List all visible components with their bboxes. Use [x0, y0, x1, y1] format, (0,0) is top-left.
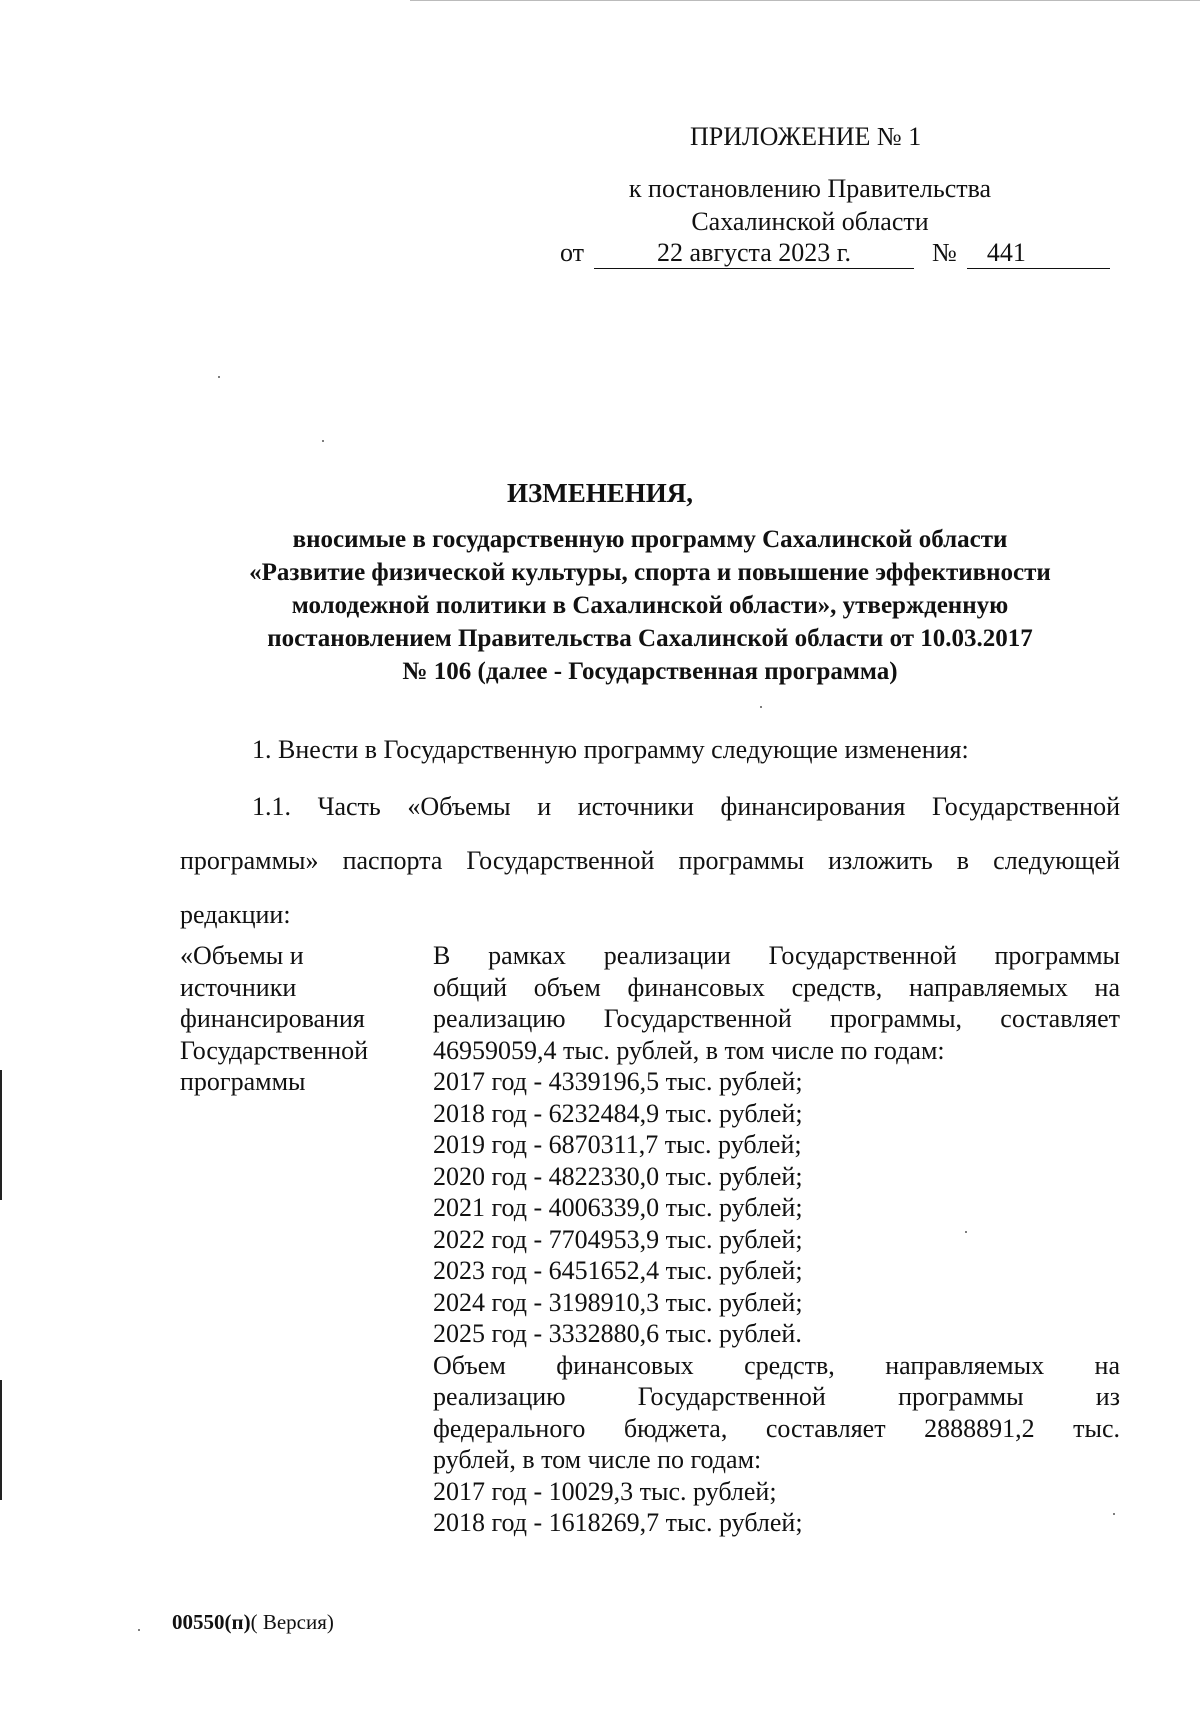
- scan-speck: [322, 440, 324, 442]
- total-year-line: 2019 год - 6870311,7 тыс. рублей;: [433, 1130, 802, 1159]
- decree-reference-line: к постановлению Правительства: [628, 174, 992, 203]
- label-line: «Объемы и: [180, 941, 304, 970]
- total-intro-line: реализацию Государственной программы, составляет: [433, 1004, 1120, 1033]
- number-label: №: [932, 238, 957, 267]
- total-year-line: 2025 год - 3332880,6 тыс. рублей.: [433, 1319, 802, 1348]
- scan-speck: [138, 1629, 140, 1631]
- financing-content-cell: [433, 940, 1120, 1539]
- label-line: программы: [180, 1067, 306, 1096]
- total-year-line: 2017 год - 4339196,5 тыс. рублей;: [433, 1067, 803, 1096]
- federal-intro-line: реализацию Государственной программы из: [433, 1382, 1120, 1411]
- scan-edge-mark: [0, 1070, 2, 1200]
- document-subtitle: [180, 523, 1120, 688]
- document-title: ИЗМЕНЕНИЯ,: [506, 478, 693, 508]
- scan-top-rule: [410, 0, 1200, 1]
- total-year-line: 2020 год - 4822330,0 тыс. рублей;: [433, 1161, 803, 1191]
- financing-label-cell: [180, 940, 410, 1098]
- scan-speck: [760, 706, 762, 708]
- document-code: 00550(п): [172, 1610, 251, 1634]
- document-version: ( Версия): [250, 1610, 334, 1634]
- appendix-title: ПРИЛОЖЕНИЕ № 1: [690, 122, 922, 151]
- label-line: Государственной: [180, 1035, 369, 1065]
- label-line: финансирования: [180, 1004, 365, 1033]
- federal-year-line: 2017 год - 10029,3 тыс. рублей;: [433, 1476, 777, 1506]
- subtitle-line: вносимые в государственную программу Сахалинской области: [292, 526, 1008, 553]
- total-year-line: 2022 год - 7704953,9 тыс. рублей;: [433, 1224, 803, 1254]
- subtitle-line: постановлением Правительства Сахалинской области от 10.03.2017: [267, 625, 1033, 652]
- scan-edge-mark: [0, 1380, 2, 1500]
- total-intro-line: В рамках реализации Государственной программы: [433, 941, 1120, 970]
- paragraph-1: 1. Внести в Государственную программу следующие изменения:: [252, 735, 969, 764]
- total-year-line: 2024 год - 3198910,3 тыс. рублей;: [433, 1287, 803, 1317]
- subtitle-line: молодежной политики в Сахалинской области», утвержденную: [291, 592, 1009, 619]
- decree-reference-line: Сахалинской области: [691, 207, 929, 236]
- paragraph-1-1: 1.1. Часть «Объемы и источники финансирования Государственной программы» паспорта Государственной программы изложить в следующей редакции:: [180, 792, 1120, 929]
- total-year-line: 2021 год - 4006339,0 тыс. рублей;: [433, 1193, 803, 1222]
- subtitle-line: № 106 (далее - Государственная программа): [402, 658, 898, 685]
- document-footer-code: [172, 1610, 334, 1635]
- decree-date-line: [560, 238, 1110, 269]
- total-intro-line: общий объем финансовых средств, направляемых на: [433, 972, 1120, 1002]
- label-line: источники: [180, 972, 297, 1002]
- subtitle-line: «Развитие физической культуры, спорта и повышение эффективности: [249, 559, 1051, 586]
- federal-intro-line: федерального бюджета, составляет 2888891,2 тыс.: [433, 1413, 1120, 1443]
- total-intro-line: 46959059,4 тыс. рублей, в том числе по годам:: [433, 1035, 945, 1065]
- federal-intro-line: рублей, в том числе по годам:: [433, 1445, 762, 1474]
- federal-intro-line: Объем финансовых средств, направляемых на: [433, 1350, 1120, 1380]
- total-year-line: 2018 год - 6232484,9 тыс. рублей;: [433, 1098, 803, 1128]
- federal-year-line: 2018 год - 1618269,7 тыс. рублей;: [433, 1508, 803, 1537]
- decree-number: 441: [967, 238, 1110, 269]
- total-year-line: 2023 год - 6451652,4 тыс. рублей;: [433, 1256, 803, 1285]
- from-label: от: [560, 238, 585, 267]
- decree-reference: [560, 172, 1060, 238]
- decree-date: 22 августа 2023 г.: [594, 238, 914, 269]
- scan-speck: [218, 376, 220, 378]
